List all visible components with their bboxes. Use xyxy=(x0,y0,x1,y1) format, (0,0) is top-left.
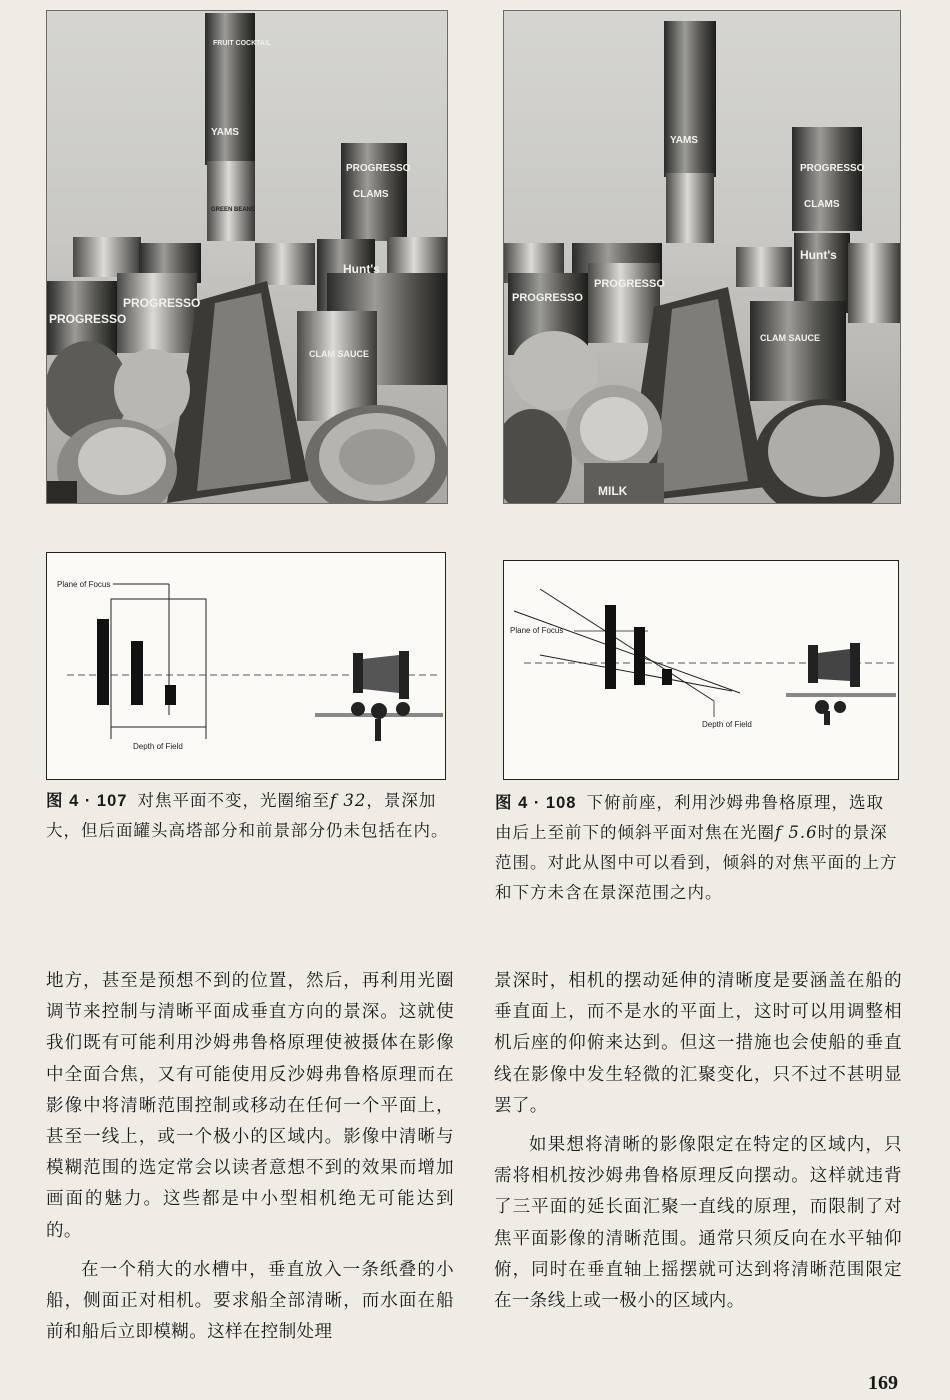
can-block-mid xyxy=(131,641,143,705)
label-clam-sauce-r: CLAM SAUCE xyxy=(760,333,820,343)
photo-fig-108 xyxy=(503,10,901,504)
paragraph: 地方，甚至是预想不到的位置，然后，再利用光圈调节来控制与清晰平面成垂直方向的景深。这就使我们既有可能利用沙姆弗鲁格原理使被摄体在影像中全面合焦，又有可能使用反沙姆弗鲁格原理而在影像中将清晰范围控制或移动在任何一个平面上，甚至一线上，或一个极小的区域内。影像中清晰与模糊范围的选定常会以读者意想不到的效果而增加画面的魅力。这些都是中小型相机绝无可能达到的。 xyxy=(46,971,454,1241)
plane-of-focus-label: Plane of Focus xyxy=(57,580,111,589)
view-camera-icon-108 xyxy=(786,643,896,725)
caption-text-107a: 对焦平面不变，光圈缩至 xyxy=(137,791,330,810)
can-block-back-108 xyxy=(605,605,616,689)
diagram-fig-107 xyxy=(46,552,446,780)
label-fruit-cocktail: FRUIT COCKTAIL xyxy=(213,40,272,47)
label-progresso-mid: PROGRESSO xyxy=(123,296,201,310)
label-hunts-r: Hunt's xyxy=(800,248,837,262)
body-right-column xyxy=(494,966,902,1325)
label-progresso-top: PROGRESSO xyxy=(346,163,411,174)
caption-text-108a: 下俯前座，利用沙姆弗鲁格原理，选取由后上至前下的倾斜平面对焦在光圈 xyxy=(495,793,884,842)
caption-fvalue-108: f 5.6 xyxy=(775,823,818,842)
can-block-front-108 xyxy=(662,669,672,685)
caption-text-107b: ，景深加大，但后面罐头高塔部分和前景部分仍未包括在内。 xyxy=(46,791,449,840)
label-yams-r: YAMS xyxy=(670,135,698,146)
caption-fig-108 xyxy=(495,788,901,908)
diagram-fig-108 xyxy=(503,560,899,780)
label-green-beans: GREEN BEANS xyxy=(211,207,256,213)
label-clams: CLAMS xyxy=(353,189,389,200)
paragraph: 景深时，相机的摆动延伸的清晰度是要涵盖在船的垂直面上，而不是水的平面上，这时可以用调整相机后座的仰俯来达到。但这一措施也会使船的垂直线在影像中发生轻微的汇聚变化，只不过不甚明显罢了。 xyxy=(494,971,902,1116)
label-clam-sauce: CLAM SAUCE xyxy=(309,349,369,359)
view-camera-icon xyxy=(315,651,443,741)
can-block-back xyxy=(97,619,109,705)
label-yams: YAMS xyxy=(211,127,239,138)
caption-text-108b: 时的景深范围。对此从图中可以看到，倾斜的对焦平面的上方和下方未含在景深范围之内。 xyxy=(495,823,898,902)
page-number: 169 xyxy=(868,1372,898,1394)
photo-fig-107 xyxy=(46,10,448,504)
label-clams-r: CLAMS xyxy=(804,199,840,210)
label-progresso-left-r: PROGRESSO xyxy=(512,292,583,304)
label-progresso-left: PROGRESSO xyxy=(49,312,127,326)
label-progresso-top-r: PROGRESSO xyxy=(800,163,865,174)
body-left-column xyxy=(46,966,454,1356)
caption-fig-107 xyxy=(46,786,452,846)
plane-of-focus-label-108: Plane of Focus xyxy=(510,626,564,635)
depth-of-field-label: Depth of Field xyxy=(133,742,183,751)
can-block-front xyxy=(165,685,176,705)
label-hunts: Hunt's xyxy=(343,262,380,276)
caption-fvalue-107: f 32 xyxy=(329,791,367,810)
paragraph: 在一个稍大的水槽中，垂直放入一条纸叠的小船，侧面正对相机。要求船全部清晰，而水面在船前和船后立即模糊。这样在控制处理 xyxy=(46,1259,454,1343)
label-progresso-mid-r: PROGRESSO xyxy=(594,278,665,290)
label-milk-r: MILK xyxy=(598,484,628,498)
figure-number-107: 图 4 · 107 xyxy=(46,792,128,810)
paragraph: 如果想将清晰的影像限定在特定的区域内，只需将相机按沙姆弗鲁格原理反向摆动。这样就违背了三平面的延长面汇聚一直线的原理，而限制了对焦平面影像的清晰范围。通常只须反向在水平轴仰俯，同时在垂直轴上摇摆就可达到将清晰范围限定在一条线上或一极小的区域内。 xyxy=(494,1135,902,1312)
depth-of-field-label-108: Depth of Field xyxy=(702,720,752,729)
figure-number-108: 图 4 · 108 xyxy=(495,794,577,812)
can-block-mid-108 xyxy=(634,627,645,685)
